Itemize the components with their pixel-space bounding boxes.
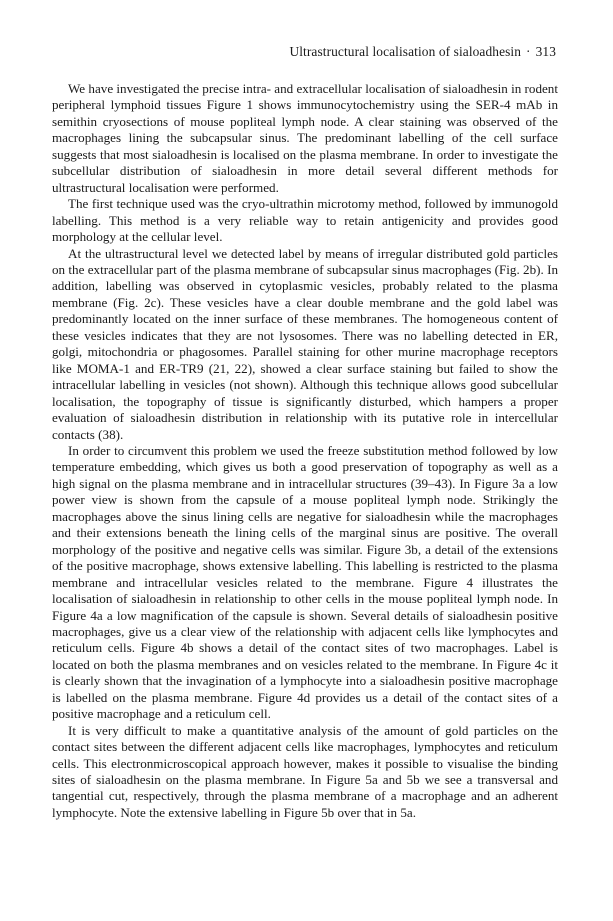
paragraph-2: The first technique used was the cryo-ultrathin microtomy method, followed by immunogold labelling. This method is a very reliable way to retain antigenicity and provides good morphology at the cellular level. <box>52 196 558 245</box>
paragraph-1: We have investigated the precise intra- and extracellular localisation of sialoadhesin in rodent peripheral lymphoid tissues Figure 1 shows immunocytochemistry using the SER-4 mAb in semithin cryosections of mouse popliteal lymph node. A clear staining was observed of the macrophages lining the subcapsular sinus. The predominant labelling of the cell surface suggests that most sialoadhesin is localised on the plasma membrane. In order to investigate the subcellular distribution of sialoadhesin in more detail several different methods for ultrastructural localisation were performed. <box>52 81 558 195</box>
paragraph-5: It is very difficult to make a quantitative analysis of the amount of gold particles on the contact sites between the different adjacent cells like macrophages, lymphocytes and reticulum cells. This electronmicroscopical approach however, makes it possible to visualise the binding sites of sialoadhesin on the plasma membrane. In Figure 5a and 5b we see a transversal and tangential cut, respectively, through the plasma membrane of a macrophage and an adherent lymphocyte. Note the extensive labelling in Figure 5b over that in 5a. <box>52 722 558 820</box>
running-header <box>289 44 556 60</box>
paragraph-4: In order to circumvent this problem we used the freeze substitution method followed by low temperature embedding, which gives us both a good preservation of topography as well as a high signal on the plasma membrane and in intracellular structures (39–43). In Figure 3a a low power view is shown from the capsule of a mouse popliteal lymph node. Strikingly the macrophages above the sinus lining cells are negative for sialoadhesin while the macrophages and their extensions beneath the lining cells of the marginal sinus are positive. The overall morphology of the positive and negative cells was similar. Figure 3b, a detail of the extensions of the positive macrophage, shows extensive labelling. This labelling is restricted to the plasma membrane and intracellular vesicles related to the membrane. Figure 4 illustrates the localisation of sialoadhesin in relationship to other cells in the mouse popliteal lymph node. In Figure 4a a low magnification of the capsule is shown. Several details of sialoadhesin positive macrophages, give us a clear view of the relationship with adjacent cells like lymphocytes and reticulum cells. Figure 4b shows a detail of the contact sites of two macrophages. Label is located on both the plasma membranes and on vesicles related to the membrane. In Figure 4c it is clearly shown that the invagination of a lymphocyte into a sialoadhesin positive macrophage is labelled on the plasma membrane. Figure 4d provides us a detail of the contact sites of a positive macrophage and a reticulum cell. <box>52 442 558 722</box>
paragraph-3: At the ultrastructural level we detected label by means of irregular distributed gold particles on the extracellular part of the plasma membrane of subcapsular sinus macrophages (Fig. 2b). In addition, labelling was observed in cytoplasmic vesicles, probably related to the plasma membrane (Fig. 2c). These vesicles have a clear double membrane and the gold label was predominantly located on the inner surface of these membranes. The homogeneous content of these vesicles indicates that they are not lysosomes. There was no labelling detected in ER, golgi, mitochondria or phagosomes. Parallel staining for other murine macrophage receptors like MOMA-1 and ER-TR9 (21, 22), showed a clear surface staining but failed to show the intracellular labelling in vesicles (not shown). Although this technique allows good subcellular localisation, the topography of tissue is significantly disturbed, which hampers a proper evaluation of sialoadhesin distribution in relationship with its putative role in intercellular contacts (38). <box>52 245 558 442</box>
body-text <box>52 81 558 821</box>
header-separator: · <box>526 44 531 59</box>
page-number: 313 <box>535 44 556 59</box>
running-title: Ultrastructural localisation of sialoadhesin <box>289 44 522 59</box>
